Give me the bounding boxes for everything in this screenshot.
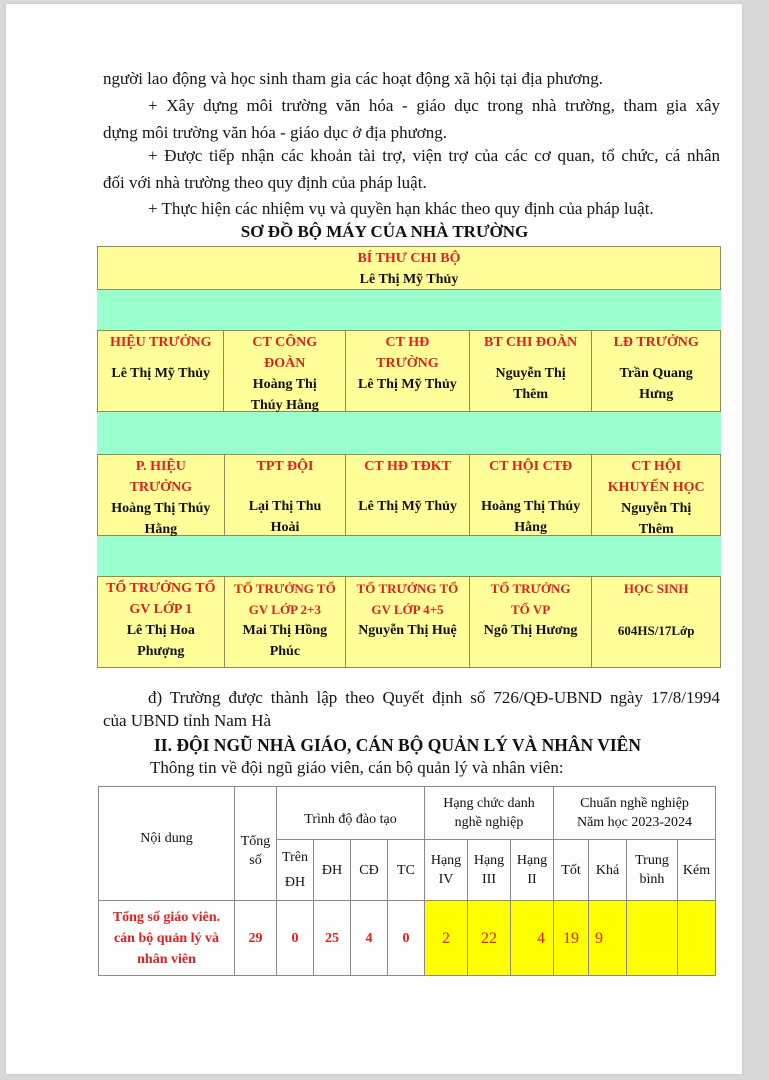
cell-vocational: 0	[388, 901, 425, 976]
org-box	[592, 455, 720, 535]
header-standard-year: Năm học 2023-2024	[576, 815, 693, 830]
staff-table	[98, 786, 716, 976]
org-name: Hoàng Thị Thúy Hằng	[111, 501, 211, 537]
list-item-culture: + Xây dựng môi trường văn hóa - giáo dục trong nhà trường, tham gia xây	[148, 96, 720, 115]
org-role: TỔ TRƯỞNG TỔ GV LỚP 2+3	[234, 581, 336, 617]
header-rank-2	[511, 840, 554, 901]
header-college: CĐ	[351, 840, 388, 901]
header-standard-title: Chuẩn nghề nghiệp	[580, 796, 689, 811]
org-role: CT HĐ TĐKT	[364, 459, 451, 474]
org-row-team-leads	[97, 576, 721, 668]
header-vocational: TC	[388, 840, 425, 901]
cell-univ: 25	[314, 901, 351, 976]
cell-poor	[678, 901, 716, 976]
table-row	[99, 901, 716, 976]
org-box	[470, 577, 593, 667]
org-role: BT CHI ĐOÀN	[484, 335, 578, 350]
org-box	[98, 331, 224, 411]
org-box	[470, 455, 593, 535]
org-chart	[97, 246, 721, 668]
header-rank-4	[425, 840, 468, 901]
cell-rank-2: 4	[511, 901, 554, 976]
org-role: P. HIỆU TRƯỞNG	[129, 459, 193, 495]
org-chart-title: SƠ ĐỒ BỘ MÁY CỦA NHÀ TRƯỜNG	[240, 222, 529, 241]
org-name: Hoàng Thị Thúy Hằng	[481, 499, 581, 535]
org-name: Lê Thị Mỹ Thủy	[358, 499, 457, 514]
org-role: TỔ TRƯỞNG TỔ GV LỚP 1	[106, 581, 216, 617]
org-box	[225, 455, 347, 535]
org-name: Lê Thị Hoa Phượng	[126, 623, 195, 659]
org-row-management	[97, 454, 721, 536]
cell-good: 19	[554, 901, 589, 976]
header-label: Hạng	[516, 853, 548, 868]
org-name: Lê Thị Mỹ Thủy	[111, 366, 211, 381]
org-name: Hoàng Thị Thúy Hằng	[250, 377, 319, 413]
cell-rank-4: 2	[425, 901, 468, 976]
header-label: IV	[438, 872, 454, 887]
org-box	[224, 331, 346, 411]
org-box	[98, 577, 225, 667]
org-box	[592, 577, 720, 667]
header-label: ĐH	[284, 875, 306, 890]
list-item-other-duties: + Thực hiện các nhiệm vụ và quyền hạn khác theo quy định của pháp luật.	[148, 199, 654, 218]
org-box	[592, 331, 720, 411]
org-name: Lê Thị Mỹ Thủy	[359, 272, 459, 287]
header-label: bình	[639, 872, 665, 887]
header-rank-3	[468, 840, 511, 901]
establishment-decision: đ) Trường được thành lập theo Quyết định số 726/QĐ-UBND ngày 17/8/1994	[148, 688, 720, 707]
org-box-party-secretary	[97, 246, 721, 290]
header-content: Nội dung	[99, 787, 235, 901]
cell-rank-3: 22	[468, 901, 511, 976]
org-role: TỔ TRƯỞNG TỔ VP	[490, 581, 571, 617]
cell-college: 4	[351, 901, 388, 976]
org-role: HỌC SINH	[623, 581, 689, 596]
header-univ: ĐH	[314, 840, 351, 901]
header-label: Hạng	[473, 853, 505, 868]
org-role: LĐ TRƯỞNG	[613, 335, 699, 350]
cell-total: 29	[235, 901, 277, 976]
header-label: Trung	[635, 853, 669, 868]
org-name: Nguyễn Thị Huệ	[358, 623, 457, 638]
header-average	[627, 840, 678, 901]
section-intro: Thông tin về đội ngũ giáo viên, cán bộ quản lý và nhân viên:	[150, 758, 564, 777]
header-poor: Kém	[678, 840, 716, 901]
org-name: Lại Thị Thu Hoài	[248, 499, 322, 535]
cell-average	[627, 901, 678, 976]
org-row-leadership	[97, 330, 721, 412]
paragraph-line: người lao động và học sinh tham gia các hoạt động xã hội tại địa phương.	[103, 69, 604, 88]
org-role: BÍ THƯ CHI BỘ	[357, 251, 461, 266]
org-box	[346, 331, 470, 411]
list-item-culture-cont: dựng môi trường văn hóa - giáo dục ở địa phương.	[103, 123, 448, 142]
org-name: Ngô Thị Hương	[483, 623, 578, 638]
cell-fair: 9	[589, 901, 627, 976]
org-box	[98, 455, 225, 535]
header-label: Hạng	[430, 853, 462, 868]
org-box	[346, 455, 470, 535]
org-name: Lê Thị Mỹ Thủy	[358, 377, 457, 392]
header-fair: Khá	[589, 840, 627, 901]
org-role: HIỆU TRƯỞNG	[109, 335, 212, 350]
header-label: II	[527, 872, 537, 887]
header-label: Trên	[282, 850, 308, 865]
header-standard	[554, 787, 716, 840]
header-above-univ	[277, 840, 314, 901]
org-role: CT HĐ TRƯỜNG	[376, 335, 439, 371]
header-training: Trình độ đào tạo	[277, 787, 425, 840]
org-spacer	[97, 290, 721, 330]
list-item-funding-cont: đối với nhà trường theo quy định của pháp luật.	[103, 173, 427, 192]
org-role: CT CÔNG ĐOÀN	[252, 335, 318, 371]
establishment-decision-cont: của UBND tỉnh Nam Hà	[103, 711, 272, 730]
header-rank: Hạng chức danh nghề nghiệp	[425, 787, 554, 840]
header-total: Tổng số	[235, 787, 277, 901]
header-good: Tốt	[554, 840, 589, 901]
org-role: TPT ĐỘI	[256, 459, 314, 474]
row-label: Tổng số giáo viên. cán bộ quản lý và nhân viên	[99, 901, 235, 976]
org-role: TỔ TRƯỞNG TỔ GV LỚP 4+5	[356, 581, 459, 617]
org-name: Trần Quang Hưng	[619, 366, 693, 402]
org-box	[346, 577, 470, 667]
org-role: CT HỘI KHUYẾN HỌC	[607, 459, 705, 495]
org-spacer	[97, 536, 721, 576]
cell-above-univ: 0	[277, 901, 314, 976]
header-label: III	[482, 872, 496, 887]
org-box	[225, 577, 347, 667]
org-role: CT HỘI CTĐ	[489, 459, 573, 474]
list-item-funding: + Được tiếp nhận các khoản tài trợ, viện trợ của các cơ quan, tổ chức, cá nhân	[148, 146, 720, 165]
org-name: Nguyễn Thị Thêm	[621, 501, 692, 537]
org-name: Mai Thị Hồng Phúc	[242, 623, 328, 659]
org-name: Nguyễn Thị Thêm	[495, 366, 566, 402]
org-name: 604HS/17Lớp	[617, 623, 695, 638]
org-spacer	[97, 412, 721, 454]
org-box	[470, 331, 593, 411]
section-heading: II. ĐỘI NGŨ NHÀ GIÁO, CÁN BỘ QUẢN LÝ VÀ NHÂN VIÊN	[154, 735, 641, 755]
